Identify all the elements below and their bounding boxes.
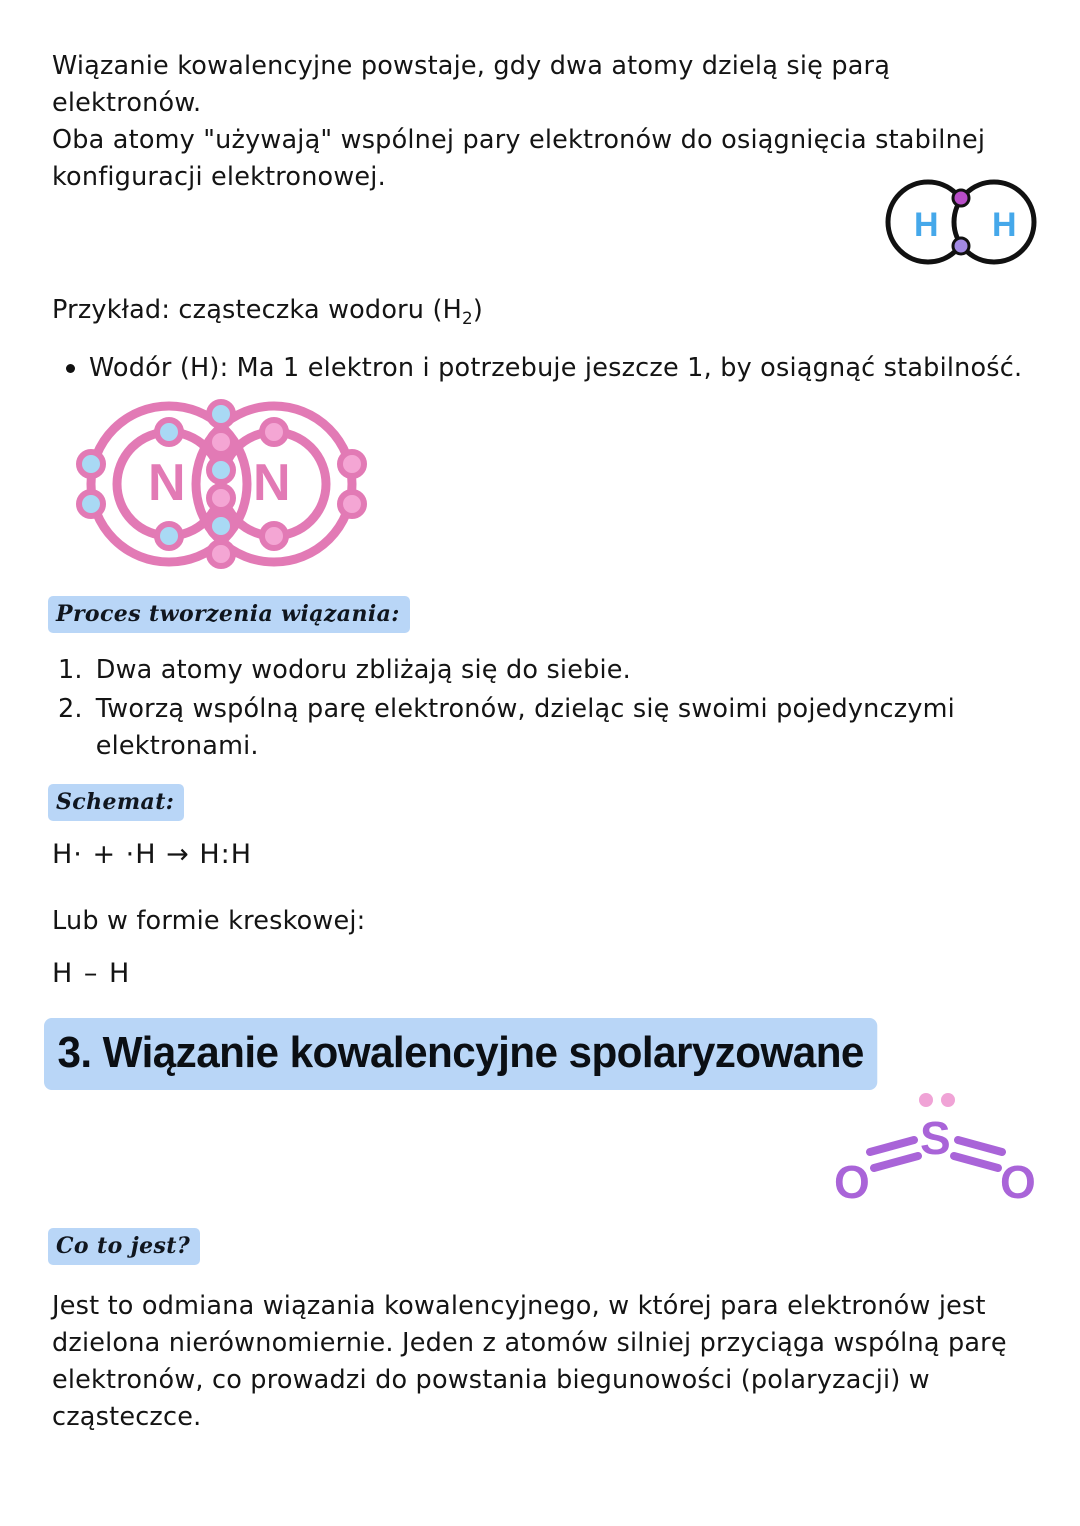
step-item xyxy=(58,691,1008,765)
hydrogen-bullet-item xyxy=(66,350,1026,387)
heading-schemat: Schemat: xyxy=(48,784,184,821)
step-item xyxy=(58,652,1008,689)
hydrogen-molecule-diagram xyxy=(876,172,1046,276)
step-number: 1. xyxy=(58,655,83,685)
n2-shared-electron-1 xyxy=(209,402,233,426)
example-label-suffix: ) xyxy=(472,295,484,325)
intro-line-2: Oba atomy "używają" wspólnej pary elektronów do osiągnięcia stabilnej xyxy=(52,125,986,155)
section-heading-3: 3. Wiązanie kowalencyjne spolaryzowane xyxy=(44,1018,877,1090)
so2-right-bond-line-1 xyxy=(958,1140,1002,1152)
bond-formation-steps xyxy=(58,652,1008,767)
so2-right-bond-line-2 xyxy=(954,1156,998,1168)
step-number: 2. xyxy=(58,694,83,724)
sulfur-dioxide-diagram xyxy=(832,1086,1040,1218)
n2-shared-electron-3 xyxy=(209,458,233,482)
example-label-text: Przykład: cząsteczka wodoru (H xyxy=(52,295,462,325)
so2-left-bond-line-2 xyxy=(874,1156,918,1168)
n2-right-electron-1 xyxy=(340,452,364,476)
so2-lone-pair-dot-left xyxy=(919,1093,933,1107)
example-label xyxy=(52,292,852,337)
heading-co-to-jest: Co to jest? xyxy=(48,1228,200,1265)
so2-left-bond-line-1 xyxy=(870,1140,914,1152)
h2-shared-electron-bottom xyxy=(953,238,969,254)
step-text: Dwa atomy wodoru zbliżają się do siebie. xyxy=(95,655,631,685)
n2-shared-electron-2 xyxy=(209,430,233,454)
n2-left-electron-2 xyxy=(79,492,103,516)
n2-right-electron-4 xyxy=(262,524,286,548)
h2-right-label: H xyxy=(992,206,1017,244)
n2-left-electron-1 xyxy=(79,452,103,476)
n2-left-label: N xyxy=(148,454,186,512)
line-form-label: Lub w formie kreskowej: xyxy=(52,906,366,936)
so2-oxygen-right-label: O xyxy=(1000,1156,1036,1208)
dot-structure-formula: H· + ·H → H:H xyxy=(52,839,253,870)
closing-line-1: Jest to odmiana wiązania kowalencyjnego, w której para elektronów jest xyxy=(52,1291,986,1321)
intro-paragraph xyxy=(52,48,1012,196)
n2-left-electron-4 xyxy=(157,524,181,548)
nitrogen-molecule-diagram xyxy=(44,392,399,581)
so2-oxygen-left-label: O xyxy=(834,1156,870,1208)
h2-shared-electron-top xyxy=(953,190,969,206)
so2-sulfur-label: S xyxy=(920,1112,951,1164)
bullet-dot-icon xyxy=(66,364,75,373)
intro-line-3: konfiguracji elektronowej. xyxy=(52,162,386,192)
n2-right-electron-3 xyxy=(262,420,286,444)
line-structure-formula: H – H xyxy=(52,958,131,989)
closing-line-2: dzielona nierównomiernie. Jeden z atomów silniej przyciąga wspólną parę xyxy=(52,1328,1007,1358)
h2-left-label: H xyxy=(914,206,939,244)
closing-paragraph xyxy=(52,1288,1042,1436)
hydrogen-bullet-text: Wodór (H): Ma 1 elektron i potrzebuje jeszcze 1, by osiągnąć stabilność. xyxy=(89,353,1023,383)
n2-right-label: N xyxy=(253,454,291,512)
n2-left-electron-3 xyxy=(157,420,181,444)
intro-line-1: Wiązanie kowalencyjne powstaje, gdy dwa atomy dzielą się parą elektronów. xyxy=(52,51,891,118)
n2-shared-electron-6 xyxy=(209,542,233,566)
step-text: Tworzą wspólną parę elektronów, dzieląc się swoimi pojedynczymi elektronami. xyxy=(95,694,955,761)
n2-shared-electron-4 xyxy=(209,486,233,510)
so2-lone-pair-dot-right xyxy=(941,1093,955,1107)
n2-shared-electron-5 xyxy=(209,514,233,538)
heading-proces-tworzenia: Proces tworzenia wiązania: xyxy=(48,596,410,633)
n2-right-electron-2 xyxy=(340,492,364,516)
example-label-subscript: 2 xyxy=(462,308,473,329)
closing-line-3: elektronów, co prowadzi do powstania biegunowości (polaryzacji) w cząsteczce. xyxy=(52,1365,930,1432)
